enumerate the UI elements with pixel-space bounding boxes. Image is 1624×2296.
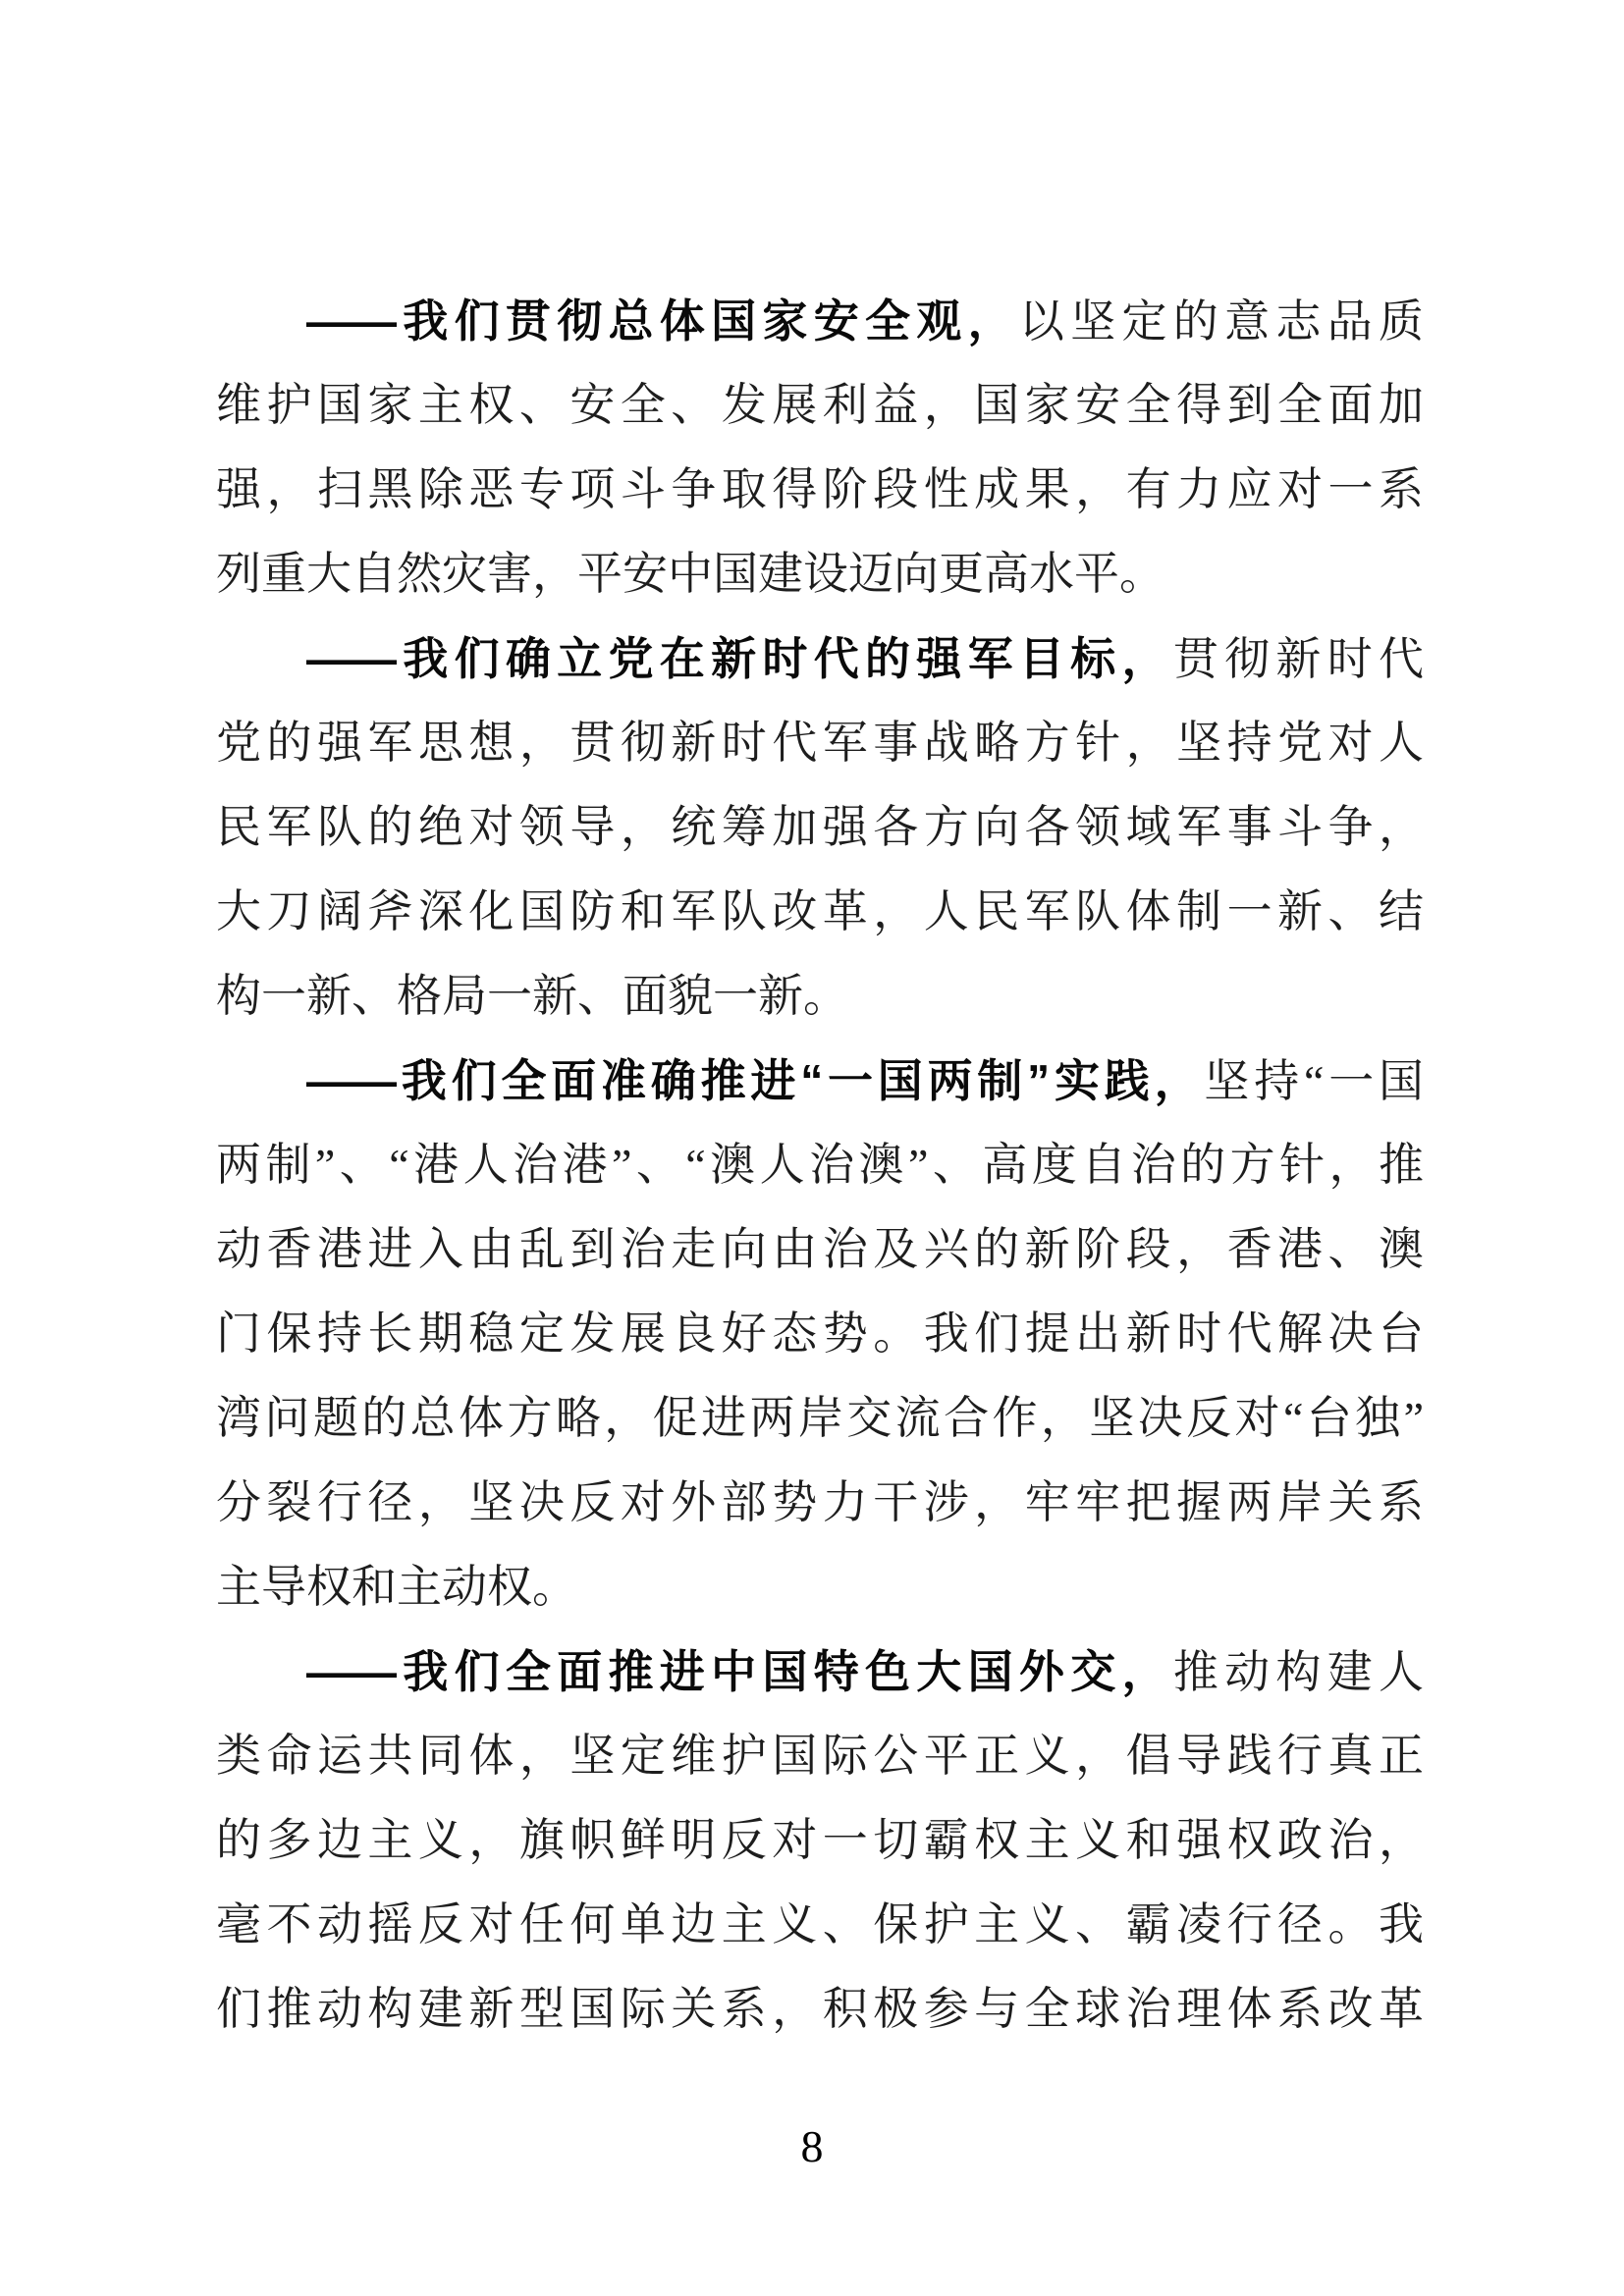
text-line: 构一新、格局一新、面貌一新。: [216, 971, 848, 1021]
text-line: 两制”、“港人治港”、“澳人治澳”、高度自治的方针，推: [216, 1140, 1424, 1190]
text-line: 主导权和主动权。: [216, 1562, 577, 1612]
paragraph-first-line-text: 坚持“一国: [1204, 1056, 1425, 1106]
text-line: 门保持长期稳定发展良好态势。我们提出新时代解决台: [216, 1308, 1424, 1359]
text-line: 分裂行径，坚决反对外部势力干涉，牢牢把握两岸关系: [216, 1477, 1424, 1527]
paragraph-lead: ——我们全面推进中国特色大国外交，: [306, 1646, 1173, 1697]
paragraph: [216, 1039, 1424, 1629]
paragraph-lead: ——我们贯彻总体国家安全观，: [306, 295, 1019, 347]
text-line: [216, 1629, 1424, 1714]
text-line: [216, 279, 1424, 363]
text-line: [216, 1039, 1424, 1123]
text-line: [216, 616, 1424, 701]
paragraph: [216, 616, 1424, 1039]
paragraph-lead: ——我们确立党在新时代的强军目标，: [306, 633, 1173, 684]
text-line: 维护国家主权、安全、发展利益，国家安全得到全面加: [216, 380, 1424, 430]
text-line: 列重大自然灾害，平安中国建设迈向更高水平。: [216, 549, 1164, 599]
text-line: 民军队的绝对领导，统筹加强各方向各领域军事斗争，: [216, 802, 1424, 852]
text-line: 的多边主义，旗帜鲜明反对一切霸权主义和强权政治，: [216, 1815, 1424, 1865]
paragraph: [216, 279, 1424, 616]
page-number: 8: [800, 2121, 824, 2171]
text-line: 毫不动摇反对任何单边主义、保护主义、霸凌行径。我: [216, 1899, 1424, 1949]
paragraph: [216, 1629, 1424, 2052]
paragraph-first-line-text: 以坚定的意志品质: [1018, 296, 1425, 347]
text-line: 们推动构建新型国际关系，积极参与全球治理体系改革: [216, 1984, 1424, 2034]
paragraph-first-line-text: 推动构建人: [1172, 1647, 1425, 1697]
text-line: 大刀阔斧深化国防和军队改革，人民军队体制一新、结: [216, 886, 1424, 936]
text-line: 类命运共同体，坚定维护国际公平正义，倡导践行真正: [216, 1731, 1424, 1781]
text-line: 党的强军思想，贯彻新时代军事战略方针，坚持党对人: [216, 718, 1424, 768]
text-line: 湾问题的总体方略，促进两岸交流合作，坚决反对“台独”: [216, 1393, 1424, 1443]
text-line: 强，扫黑除恶专项斗争取得阶段性成果，有力应对一系: [216, 464, 1424, 514]
paragraph-first-line-text: 贯彻新时代: [1172, 634, 1425, 684]
paragraph-lead: ——我们全面准确推进“一国两制”实践，: [306, 1055, 1205, 1106]
text-block: [216, 279, 1424, 2052]
text-line: 动香港进入由乱到治走向由治及兴的新阶段，香港、澳: [216, 1224, 1424, 1274]
